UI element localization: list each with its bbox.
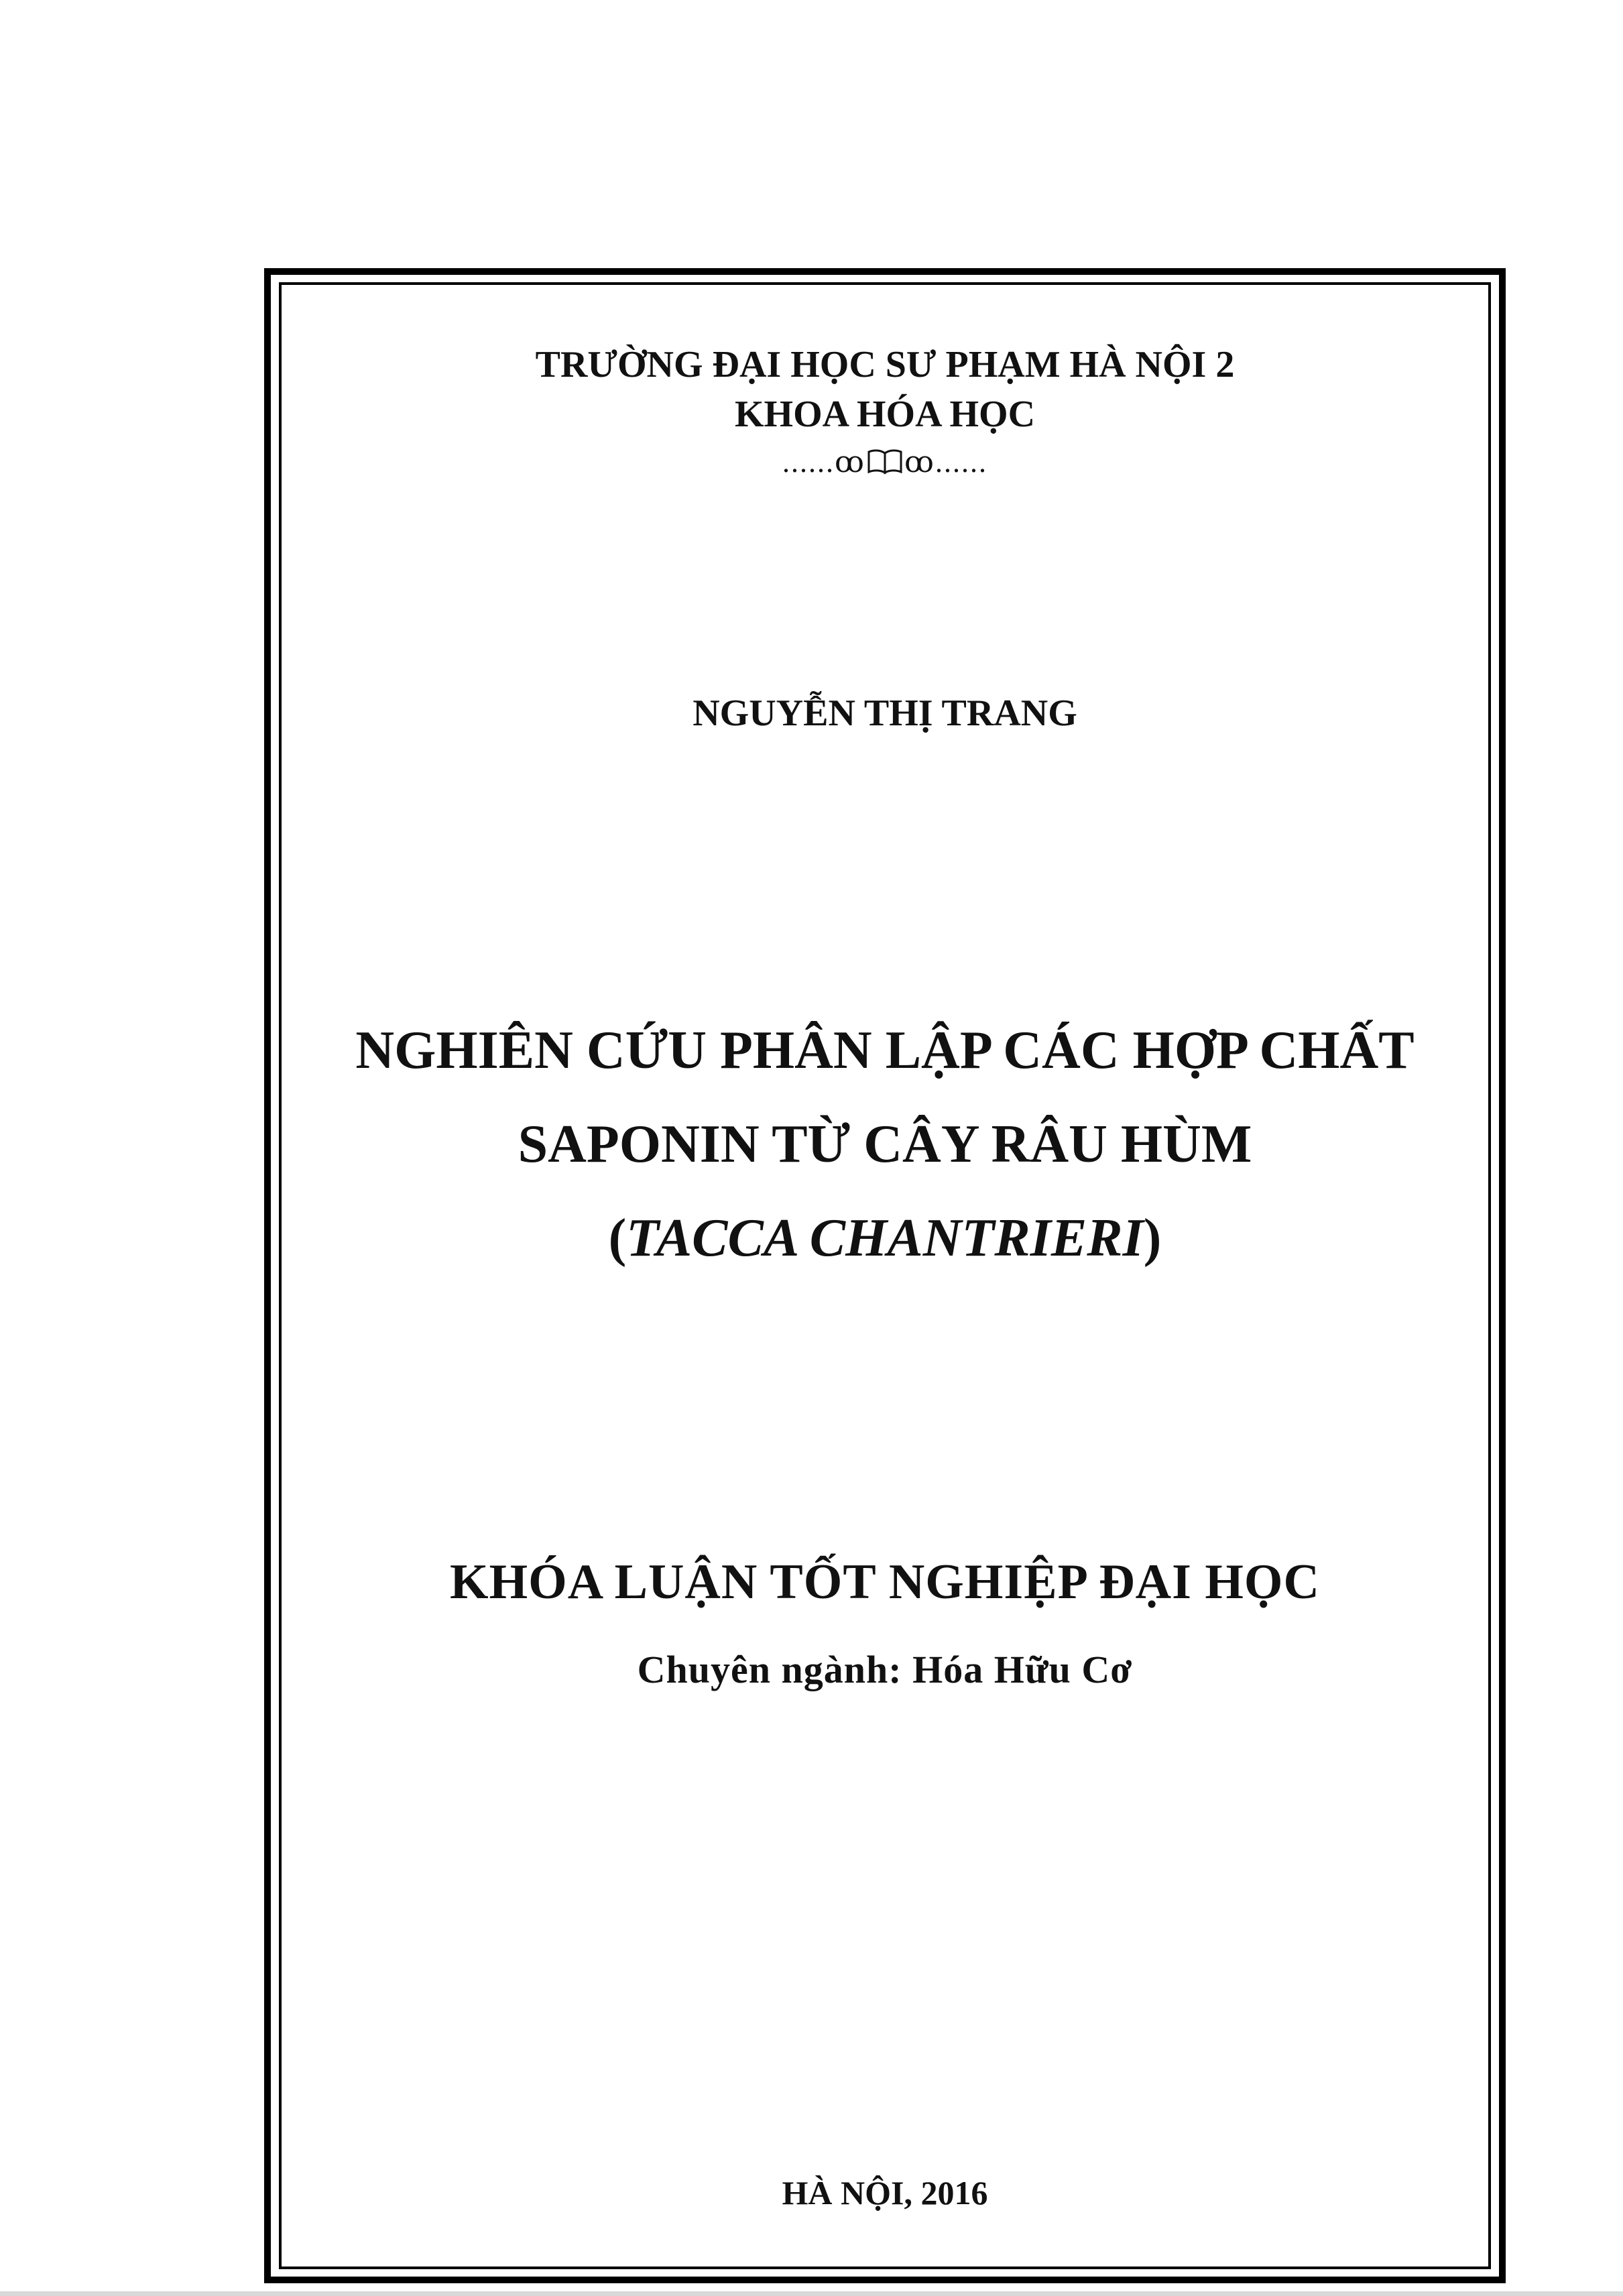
ornament-left-glyph: ꝏ [835, 446, 865, 479]
thesis-type: KHÓA LUẬN TỐT NGHIỆP ĐẠI HỌC [450, 1555, 1320, 1610]
ornament-divider [279, 448, 1491, 477]
faculty-name: KHOA HÓA HỌC [734, 394, 1036, 435]
place-and-year: HÀ NỘI, 2016 [782, 2174, 988, 2212]
paren-close: ) [1143, 1209, 1162, 1268]
page-bottom-edge [0, 2291, 1623, 2296]
thesis-title-line-1: NGHIÊN CỨU PHÂN LẬP CÁC HỢP CHẤT [355, 1021, 1415, 1080]
school-name: TRƯỜNG ĐẠI HỌC SƯ PHẠM HÀ NỘI 2 [535, 344, 1235, 385]
major-field: Chuyên ngành: Hóa Hữu Cơ [637, 1648, 1133, 1691]
thesis-title-line-2: SAPONIN TỪ CÂY RÂU HÙM [518, 1115, 1252, 1174]
ornament-dots-right: ...... [935, 446, 987, 479]
ornament-right-glyph: ꝏ [904, 446, 935, 479]
open-book-icon [867, 448, 903, 475]
ornament-dots-left: ...... [782, 446, 835, 479]
paren-open: ( [608, 1209, 627, 1268]
species-name: TACCA CHANTRIERI [626, 1209, 1144, 1268]
thesis-title-line-3 [279, 1209, 1491, 1268]
page-border-inner [279, 282, 1491, 2269]
author-name: NGUYỄN THỊ TRANG [693, 692, 1077, 734]
